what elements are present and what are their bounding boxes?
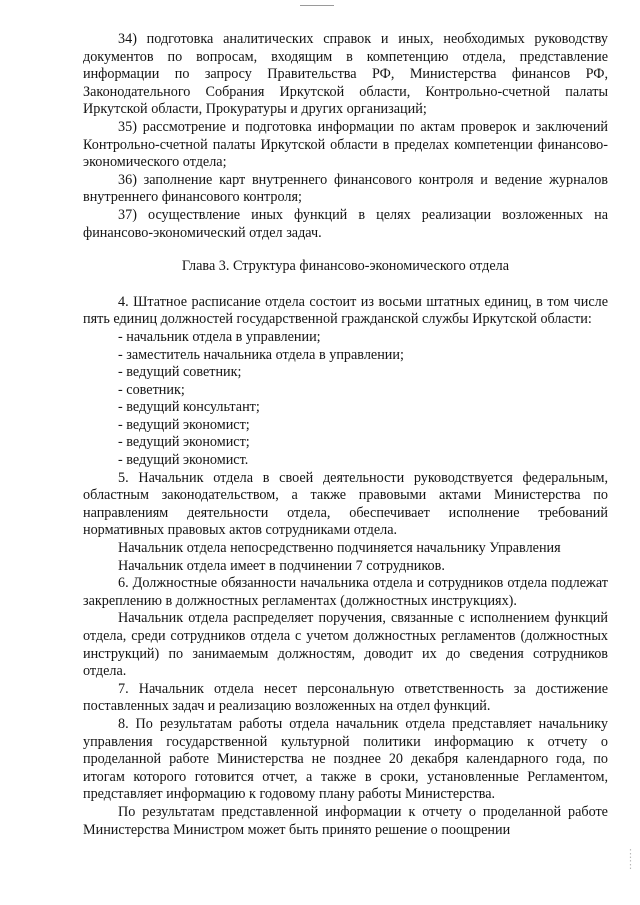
scan-artifact: ⋮ ⋮	[625, 847, 636, 871]
item-35: 35) рассмотрение и подготовка информации по актам проверок и заключений Контрольно-счетной палаты Иркутской области в пределах компетенции финансово-экономического отдела;	[83, 118, 608, 171]
item-36: 36) заполнение карт внутреннего финансового контроля и ведение журналов внутреннего финансового контроля;	[83, 171, 608, 206]
paragraph-5: 5. Начальник отдела в своей деятельности руководствуется федеральным, областным законодательством, а также правовыми актами Министерства по направлениям деятельности отдела, обеспечивает исполнение требований нормативных правовых актов сотрудниками отдела.	[83, 469, 608, 539]
paragraph-8-continued: По результатам представленной информации к отчету о проделанной работе Министерства Министром может быть принято решение о поощрении	[83, 803, 608, 838]
position-item: - начальник отдела в управлении;	[118, 328, 321, 345]
staff-count-line: Начальник отдела имеет в подчинении 7 сотрудников.	[118, 557, 445, 574]
chapter-heading: Глава 3. Структура финансово-экономического отдела	[181, 258, 510, 275]
subordination-line: Начальник отдела непосредственно подчиняется начальнику Управления	[118, 540, 561, 557]
paragraph-6-continued: Начальник отдела распределяет поручения, связанные с исполнением функций отдела, среди сотрудников отдела с учетом должностных регламентов (должностных инструкций) по занимаемым должностям, доводит их до сведения сотрудников отдела.	[83, 610, 608, 680]
paragraph-7: 7. Начальник отдела несет персональную ответственность за достижение поставленных задач и реализацию возложенных на отдел функций.	[83, 680, 608, 715]
item-37: 37) осуществление иных функций в целях реализации возложенных на финансово-экономический отдел задач.	[83, 206, 608, 241]
paragraph-4: 4. Штатное расписание отдела состоит из восьми штатных единиц, в том числе пять единиц должностей государственной гражданской службы Иркутской области:	[83, 293, 608, 328]
position-item: - ведущий экономист;	[118, 416, 250, 433]
page-top-mark	[300, 5, 334, 6]
paragraph-6: 6. Должностные обязанности начальника отдела и сотрудников отдела подлежат закреплению в должностных регламентах (должностных инструкциях).	[83, 575, 608, 609]
position-item: - советник;	[118, 381, 185, 398]
item-34: 34) подготовка аналитических справок и иных, необходимых руководству документов по вопросам, входящим в компетенцию отдела, представление информации по запросу Правительства РФ, Министерства финансов РФ, Законодательного Собрания Иркутской области, Контрольно-счетной палаты Иркутской области, Прокуратуры и других организаций;	[83, 31, 608, 118]
position-item: - заместитель начальника отдела в управлении;	[118, 346, 404, 363]
document-body	[83, 31, 608, 839]
paragraph-8: 8. По результатам работы отдела начальник отдела представляет начальнику управления государственной культурной политики информацию к отчету о проделанной работе Министерства не позднее 20 декабря календарного года, по итогам которого готовится отчет, а также в сроки, установленные Регламентом, представляет информацию к годовому плану работы Министерства.	[83, 715, 608, 803]
positions-list	[83, 329, 608, 470]
position-item: - ведущий экономист.	[118, 452, 249, 469]
position-item: - ведущий советник;	[118, 364, 242, 381]
position-item: - ведущий консультант;	[118, 399, 260, 416]
position-item: - ведущий экономист;	[118, 434, 250, 451]
